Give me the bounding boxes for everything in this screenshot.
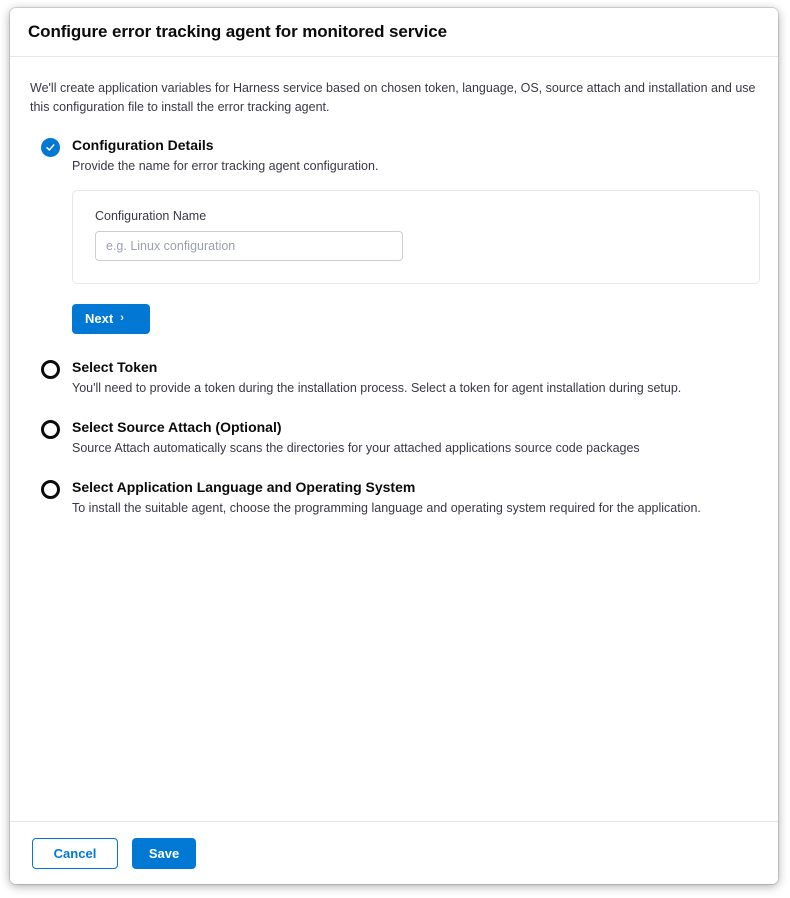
step-marker-completed [40, 138, 60, 158]
step-description: You'll need to provide a token during the installation process. Select a token for agent installation during setup. [72, 380, 682, 395]
next-button-label: Next [85, 311, 114, 327]
spacer [40, 460, 760, 478]
step-content-configuration [72, 190, 760, 356]
step-marker-pending [40, 480, 60, 500]
configuration-panel [72, 190, 760, 284]
radio-unselected-icon [41, 480, 60, 499]
configuration-name-input[interactable] [95, 231, 403, 261]
page-title: Configure error tracking agent for monitored service [28, 22, 447, 41]
step-select-language-and-os[interactable] [40, 478, 760, 518]
step-title: Select Application Language and Operating System [72, 478, 416, 495]
steps-list [40, 136, 760, 518]
step-marker-pending [40, 360, 60, 380]
dialog-body [10, 57, 778, 821]
configuration-name-label: Configuration Name [95, 208, 207, 223]
intro-text: We'll create application variables for Harness service based on chosen token, language, OS, source attach and installation and use this configuration file to install the error tracking agent. [30, 81, 756, 115]
configure-agent-dialog [10, 8, 778, 884]
dialog-header [10, 8, 778, 57]
radio-unselected-icon [41, 360, 60, 379]
next-button[interactable] [72, 304, 150, 334]
dialog-footer [10, 821, 778, 884]
step-description: Source Attach automatically scans the directories for your attached applications source code packages [72, 440, 640, 455]
check-icon [41, 138, 60, 157]
step-select-token[interactable] [40, 358, 760, 398]
step-title: Select Source Attach (Optional) [72, 418, 282, 435]
step-title: Select Token [72, 358, 158, 375]
step-title: Configuration Details [72, 136, 214, 153]
step-description: To install the suitable agent, choose the programming language and operating system required for the application. [72, 500, 701, 515]
radio-unselected-icon [41, 420, 60, 439]
cancel-button[interactable]: Cancel [32, 838, 118, 869]
step-description: Provide the name for error tracking agent configuration. [72, 158, 379, 173]
save-button[interactable]: Save [132, 838, 196, 869]
chevron-right-icon: › [120, 312, 124, 325]
step-select-source-attach[interactable] [40, 418, 760, 458]
step-configuration-details[interactable] [40, 136, 760, 356]
step-marker-pending [40, 420, 60, 440]
spacer [40, 400, 760, 418]
